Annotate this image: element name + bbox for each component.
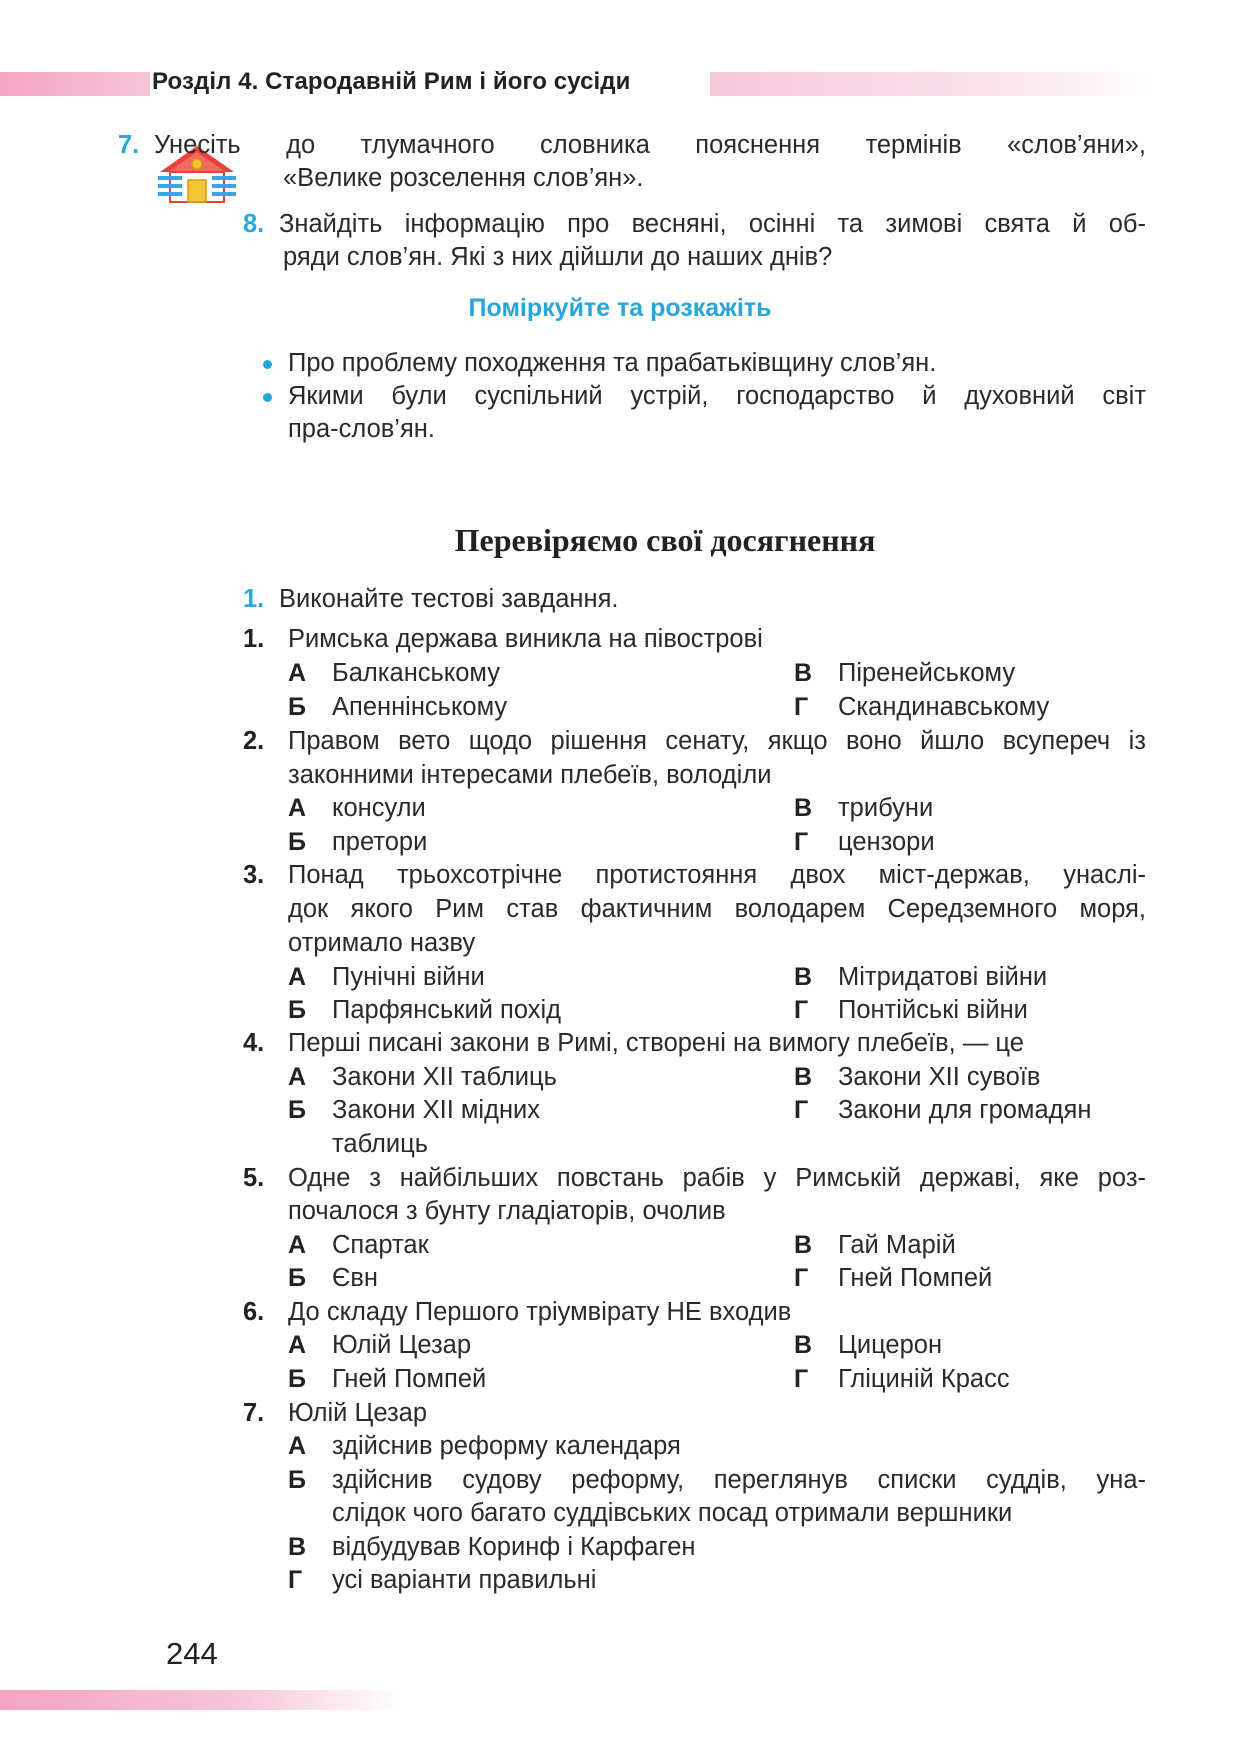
option-letter: А bbox=[288, 1063, 307, 1091]
option-letter: Б bbox=[288, 1466, 306, 1494]
option-text: Спартак bbox=[332, 1231, 429, 1259]
section-intro: Виконайте тестові завдання. bbox=[279, 585, 619, 613]
bullet-icon bbox=[263, 393, 272, 402]
question-5-number: 5. bbox=[243, 1164, 265, 1192]
discussion-item-1: Про проблему походження та прабатьківщину слов’ян. bbox=[288, 349, 937, 377]
option-text: Гліциній Красс bbox=[838, 1365, 1010, 1393]
option-text: Піренейському bbox=[838, 659, 1016, 687]
option-text: здійснив судову реформу, переглянув списки суддів, уна- bbox=[332, 1466, 1146, 1494]
chapter-title: Розділ 4. Стародавній Рим і його сусіди bbox=[152, 68, 631, 95]
option-text: здійснив реформу календаря bbox=[332, 1432, 681, 1460]
option-text: цензори bbox=[838, 828, 935, 856]
option-letter: Г bbox=[794, 693, 809, 721]
option-letter: В bbox=[794, 1231, 813, 1259]
option-letter: Г bbox=[794, 996, 809, 1024]
option-letter: А bbox=[288, 963, 307, 991]
option-letter: В bbox=[794, 794, 813, 822]
option-text: Пунічні війни bbox=[332, 963, 485, 991]
option-letter: А bbox=[288, 1231, 307, 1259]
question-6-text: До складу Першого тріумвірату НЕ входив bbox=[288, 1298, 792, 1326]
question-7-number: 7. bbox=[243, 1399, 265, 1427]
option-text: Юлій Цезар bbox=[332, 1331, 472, 1359]
question-3-text-line-2: док якого Рим став фактичним володарем Середземного моря, bbox=[288, 895, 1146, 923]
option-text: претори bbox=[332, 828, 428, 856]
option-text: Понтійські війни bbox=[838, 996, 1028, 1024]
option-letter: А bbox=[288, 794, 307, 822]
option-text: Закони для громадян bbox=[838, 1096, 1092, 1124]
question-3-number: 3. bbox=[243, 861, 265, 889]
option-letter: Б bbox=[288, 1365, 306, 1393]
option-letter: Б bbox=[288, 693, 306, 721]
option-letter: Г bbox=[794, 1096, 809, 1124]
question-3-text-line-3: отримало назву bbox=[288, 929, 476, 957]
option-letter: В bbox=[794, 963, 813, 991]
question-2-number: 2. bbox=[243, 727, 265, 755]
option-letter: Б bbox=[288, 828, 306, 856]
option-letter: Б bbox=[288, 996, 306, 1024]
option-letter: А bbox=[288, 659, 307, 687]
question-5-text-line-1: Одне з найбільших повстань рабів у Римській державі, яке роз- bbox=[288, 1164, 1146, 1192]
question-6-number: 6. bbox=[243, 1298, 265, 1326]
bullet-icon bbox=[263, 360, 272, 369]
option-text: Закони XII таблиць bbox=[332, 1063, 557, 1091]
option-text: трибуни bbox=[838, 794, 934, 822]
question-4-text: Перші писані закони в Римі, створені на вимогу плебеїв, — це bbox=[288, 1029, 1024, 1057]
option-letter: Б bbox=[288, 1096, 306, 1124]
option-letter: Г bbox=[794, 1365, 809, 1393]
option-letter: А bbox=[288, 1331, 307, 1359]
option-text-continued: слідок чого багато суддівських посад отримали вершники bbox=[332, 1499, 1013, 1527]
task-8-line-1: Знайдіть інформацію про весняні, осінні та зимові свята й об- bbox=[279, 210, 1146, 238]
option-text-continued: таблиць bbox=[332, 1130, 429, 1158]
option-letter: В bbox=[794, 1063, 813, 1091]
option-letter: Г bbox=[794, 1264, 809, 1292]
header-band-left bbox=[0, 72, 150, 96]
question-2-text-line-1: Правом вето щодо рішення сенату, якщо воно йшло всупереч із bbox=[288, 727, 1146, 755]
question-2-text-line-2: законними інтересами плебеїв, володіли bbox=[288, 761, 772, 789]
option-letter: Б bbox=[288, 1264, 306, 1292]
question-1-number: 1. bbox=[243, 625, 265, 653]
question-5-text-line-2: почалося з бунту гладіаторів, очолив bbox=[288, 1197, 726, 1225]
option-text: Гней Помпей bbox=[332, 1365, 487, 1393]
option-text: Закони XII мідних bbox=[332, 1096, 541, 1124]
option-text: Парфянський похід bbox=[332, 996, 562, 1024]
option-text: Мітридатові війни bbox=[838, 963, 1048, 991]
option-text: Скандинавському bbox=[838, 693, 1050, 721]
option-text: консули bbox=[332, 794, 426, 822]
question-1-text: Римська держава виникла на півострові bbox=[288, 625, 763, 653]
option-text: усі варіанти правильні bbox=[332, 1566, 597, 1594]
option-letter: В bbox=[794, 1331, 813, 1359]
option-text: Цицерон bbox=[838, 1331, 943, 1359]
option-text: Апеннінському bbox=[332, 693, 508, 721]
question-7-text: Юлій Цезар bbox=[288, 1399, 428, 1427]
task-7-line-1: Унесіть до тлумачного словника пояснення термінів «слов’яни», bbox=[154, 131, 1146, 159]
question-4-number: 4. bbox=[243, 1029, 265, 1057]
task-7-line-2: «Велике розселення слов’ян». bbox=[283, 164, 644, 192]
option-letter: Г bbox=[288, 1566, 303, 1594]
option-letter: Г bbox=[794, 828, 809, 856]
task-8-number: 8. bbox=[243, 210, 265, 238]
section-title: Перевіряємо свої досягнення bbox=[454, 522, 876, 558]
section-intro-number: 1. bbox=[243, 585, 265, 613]
option-text: Закони XII сувоїв bbox=[838, 1063, 1041, 1091]
option-letter: В bbox=[288, 1533, 307, 1561]
discussion-item-2-line-2: пра-слов’ян. bbox=[288, 415, 435, 443]
option-letter: А bbox=[288, 1432, 307, 1460]
discussion-heading: Поміркуйте та розкажіть bbox=[468, 294, 772, 322]
task-7-number: 7. bbox=[118, 131, 140, 159]
header-band-right bbox=[710, 72, 1150, 96]
option-text: Гней Помпей bbox=[838, 1264, 993, 1292]
option-text: Балканському bbox=[332, 659, 501, 687]
page-number: 244 bbox=[166, 1636, 218, 1671]
option-text: Гай Марій bbox=[838, 1231, 956, 1259]
question-3-text-line-1: Понад трьохсотрічне протистояння двох міст-держав, унаслі- bbox=[288, 861, 1146, 889]
option-text: Євн bbox=[332, 1264, 378, 1292]
discussion-item-2-line-1: Якими були суспільний устрій, господарство й духовний світ bbox=[288, 382, 1146, 410]
option-letter: В bbox=[794, 659, 813, 687]
footer-band bbox=[0, 1690, 400, 1710]
option-text: відбудував Коринф і Карфаген bbox=[332, 1533, 696, 1561]
task-8-line-2: ряди слов’ян. Які з них дійшли до наших днів? bbox=[283, 243, 833, 271]
